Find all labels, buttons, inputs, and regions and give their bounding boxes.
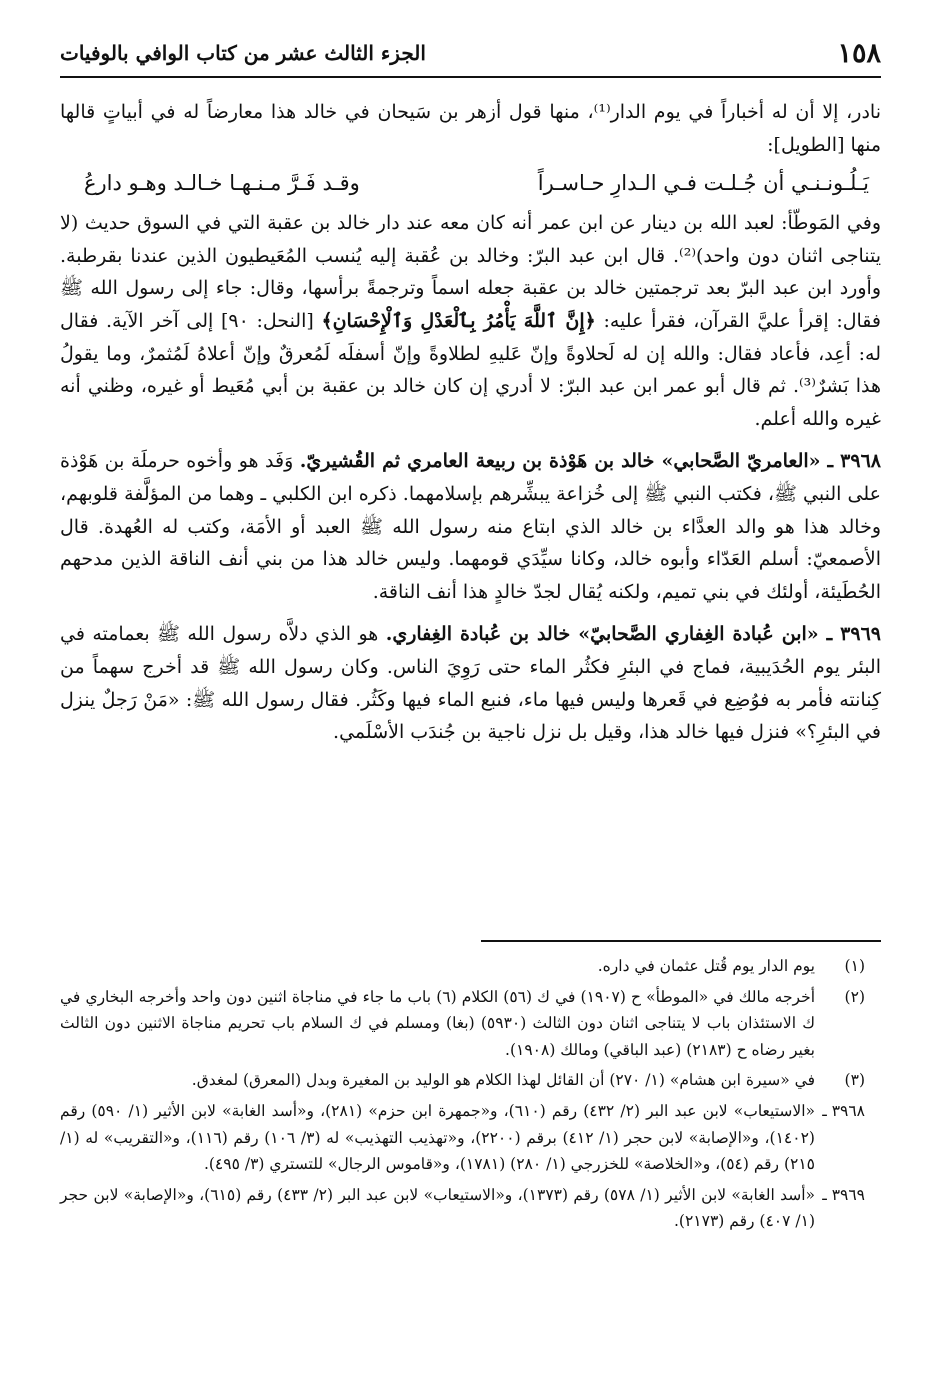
entry-3969-heading: ٣٩٦٩ ـ «ابن عُبادة الغِفاري الصَّحابيّ» خالد بن عُبادة الغِفاري. [385, 623, 881, 646]
paragraph-2 [60, 207, 881, 435]
paragraph-1: نادر، إلا أن له أخباراً في يوم الدار⁽¹⁾، منها قول أزهر بن سَيحان في خالد هذا معارضاً له في أبياتٍ قالها منها [الطويل]: [60, 101, 881, 156]
paragraph-2-part-b: [النحل: ٩٠] إلى آخر الآية. فقال له: أعِد، فأعاد فقال: والله إن له لَحلاوةً وإنّ عَليهِ لطلاوةً وإنّ أسفلَه لَمُعرقٌ وإنّ أعلاهُ لَمُثمرٌ، وما يقولُ هذا بَشرٌ⁽³⁾. ثم قال أبو عمر ابن عبد البرّ: لا أدري إن كان خالد بن عقبة بن أبي مُعَيط أو غيره، وظني أنه غيره والله أعلم. [60, 309, 881, 430]
footnote-number: ٣٩٦٨ ـ [822, 1101, 865, 1120]
entry-3968-text: وَفَد هو وأخوه حرملَة بن هَوْذة على النبي ﷺ، فكتب النبي ﷺ إلى خُزاعة يبشِّرهم بإسلامهما. ذكره ابن الكلبي ـ وهما من المؤلَّفة قلوبهم، وخالد هذا هو والد العدَّاء بن خالد الذي ابتاع منه رسول الله ﷺ العبد أو الأمَة، وكتب له العُهدة. قال الأصمعيّ: أسلم العَدّاء وأبوه خالد، وكانا سيِّدَي قومهما. وليس خالد هذا من بني أنف الناقة الذين مدحهم الحُطَيئة، أولئك في بني تميم، ولكنه يُقال لجدّ خالدٍ هذا أنف الناقة. [60, 450, 881, 603]
footnote-number: ٣٩٦٩ ـ [822, 1185, 865, 1204]
main-text [60, 96, 881, 749]
page-header [60, 30, 881, 78]
footnote-text: في «سيرة ابن هشام» (١/ ٢٧٠) أن القائل لهذا الكلام هو الوليد بن المغيرة وبدل (المعرق) لمغدق. [191, 1071, 815, 1090]
footnote [60, 984, 881, 1064]
footnote [60, 1182, 881, 1235]
footnote [60, 1067, 881, 1094]
footnote-text: أخرجه مالك في «الموطأ» ح (١٩٠٧) في ك (٥٦) الكلام (٦) باب ما جاء في مناجاة اثنين دون واحد وأخرجه البخاري في ك الاستئذان باب لا يتناجى اثنان دون الثالث (٥٩٣٠) (بغا) ومسلم في ك السلام باب تحريم مناجاة الاثنين دون الثالث بغير رضاه ح (٢١٨٣) (عبد الباقي) ومالك (١٩٠٨). [60, 987, 816, 1059]
running-title: الجزء الثالث عشر من كتاب الوافي بالوفيات [60, 41, 426, 65]
quran-verse: ﴿إِنَّ ٱللَّهَ يَأْمُرُ بِٱلْعَدْلِ وَٱلْإِحْسَانِ﴾ [321, 309, 596, 332]
paragraph-2-part-a: وفي المَوطّأ: لعبد الله بن دينار عن ابن عمر أنه كان معه عند دار خالد بن عقبة التي في السوق حديث (لا يتناجى اثنان دون واحد)⁽²⁾. قال ابن عبد البرّ: وخالد بن عُقبة إليه يُنسب المُعَيطيون الذين عندنا بقرطبة. وأورد ابن عبد البرّ بعد ترجمتين خالد بن عقبة جعله اسماً وترجمةً برأسها، وقال: جاء إلى رسول الله ﷺ فقال: إقرأ عليَّ القرآن، فقرأ عليه: [60, 212, 882, 332]
footnote-separator [481, 940, 881, 942]
footnote-number: (١) [844, 957, 865, 975]
verse-second-hemistich: وقـد فَـرَّ مـنـهـا خـالـد وهـو دارعُ [84, 171, 360, 196]
footnote-number: (٢) [844, 987, 865, 1006]
entry-3969 [60, 618, 881, 748]
entry-3968-heading: ٣٩٦٨ ـ «العامريّ الصَّحابي» خالد بن هَوْذة بن ربيعة العامري ثم القُشيريّ. [299, 450, 881, 473]
verse-first-hemistich: يَـلُـونـنـي أن جُـلـت فـي الـدارِ حـاسـراً [537, 171, 869, 196]
page-number: ١٥٨ [837, 37, 881, 69]
poetry-verse [60, 163, 881, 203]
entry-3969-text: هو الذي دلاَّه رسول الله ﷺ بعمامته في البئر يوم الحُدَيبية، فماج في البئرِ فكثُر الماء حتى رَوِيَ الناس. وكان رسول الله ﷺ قد أخرج سهماً من كِنانته فأمر به فوُضِع في قَعرها وليس فيها ماء، فنبع الماء فيها وكَثُر. فقال رسول الله ﷺ: «مَنْ رَجلٌ ينزل في البئرِ؟» فنزل فيها خالد هذا، وقيل بل نزل ناجية بن جُندَب الأسْلَمي. [60, 623, 881, 744]
footnotes [60, 953, 881, 1239]
footnote [60, 1098, 881, 1178]
footnote-number: (٣) [844, 1071, 865, 1090]
footnote-text: «الاستيعاب» لابن عبد البر (٢/ ٤٣٢) رقم (٦١٠)، و«جمهرة ابن حزم» (٢٨١)، و«أسد الغابة» لابن الأثير (١/ ٥٩٠) رقم (١٤٠٢)، و«الإصابة» لابن حجر (١/ ٤١٢) برقم (٢٢٠٠)، و«تهذيب التهذيب» له (٣/ ١٠٦) رقم (١١٦)، و«التقريب» له (١/ ٢١٥) رقم (٥٤)، و«الخلاصة» للخزرجي (١/ ٢٨٠) (١٧٨١)، و«قاموس الرجال» للتستري (٣/ ٤٩٥). [60, 1101, 816, 1174]
footnote-text: «أسد الغابة» لابن الأثير (١/ ٥٧٨) رقم (١٣٧٣)، و«الاستيعاب» لابن عبد البر (٢/ ٤٣٣) رقم (٦١٥)، و«الإصابة» لابن حجر (١/ ٤٠٧) رقم (٢١٧٣). [60, 1185, 815, 1231]
entry-3968 [60, 445, 881, 608]
footnote [60, 953, 881, 980]
footnote-text: يوم الدار يوم قُتل عثمان في داره. [597, 957, 815, 975]
